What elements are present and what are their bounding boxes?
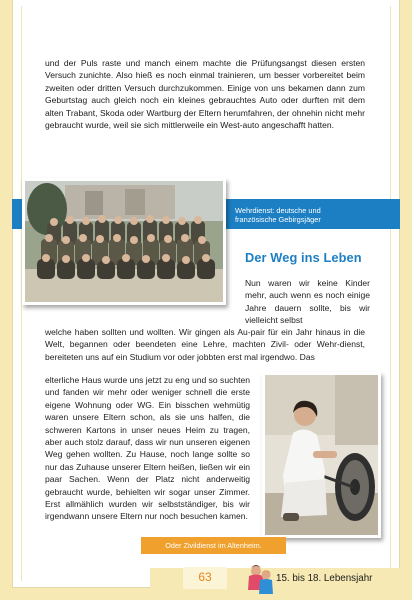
section-heading: Der Weg ins Leben — [245, 250, 362, 265]
page-number: 63 — [198, 570, 212, 584]
weg-paragraph-continue: welche haben sollten und wollten. Wir gingen als Au-pair für ein Jahr hinaus in die Welt, begannen oder beendeten eine Lehre, machten Zivil- oder Wehr-dienst, bereiteten uns auf ein Studium vor oder jobbten erst mal irgendwo. Das — [45, 327, 365, 362]
intro-paragraph: und der Puls raste und manch einem machte die Prüfungsangst diesen ersten Versuch zunichte. Also hieß es noch einmal trainieren, um besser vorbereitet beim zweiten oder dritten Versuch durchzukommen. Einige von uns bekamen dann zum Geburtstag auch gleich noch ein kleines gebrauchtes Auto oder durften mit dem alten Trabant, Skoda oder Wartburg der Eltern herumfahren, der ohnehin nicht mehr gebraucht wurde, weil sie sich mittlerweile ein West-auto angeschafft hatten. — [45, 58, 365, 131]
photo-caption-wehrdienst: Wehrdienst: deutsche und französische Gebirgsjäger — [235, 206, 321, 224]
children-illustration-icon — [246, 562, 274, 596]
chapter-label: 15. bis 18. Lebensjahr — [276, 573, 373, 584]
weg-paragraph-rest: elterliche Haus wurde uns jetzt zu eng und so suchten und fanden wir mehr oder weniger schnell die erste eigene Wohnung oder WG. Ein bisschen wehmütig waren unsere Eltern schon, als sie uns halfen, die schweren Kartons in unser neues Heim zu tragen, aber auch stolz darauf, dass wir nun unseren eigenen Weg gehen wollten. Zu Hause, noch lange sollte so nur das Zuhause unserer Eltern heißen, ließen wir ein paar Sachen. Wenn der Platz nicht anderweitig gebraucht wurde, behielten wir sogar unser Zimmer. Erst allmählich wurden wir selbstständiger, bis wir irgendwann unsere Eltern nur noch besuchen kamen. — [45, 375, 250, 522]
weg-paragraph-start: Nun waren wir keine Kinder mehr, auch wenn es noch einige Jahre dauern sollte, bis wir vielleicht selbst — [245, 278, 370, 326]
photo-soldiers-group — [22, 178, 226, 305]
photo-zivildienst — [262, 372, 381, 538]
photo-caption-zivildienst: Oder Zivildienst im Altenheim. — [141, 537, 286, 554]
